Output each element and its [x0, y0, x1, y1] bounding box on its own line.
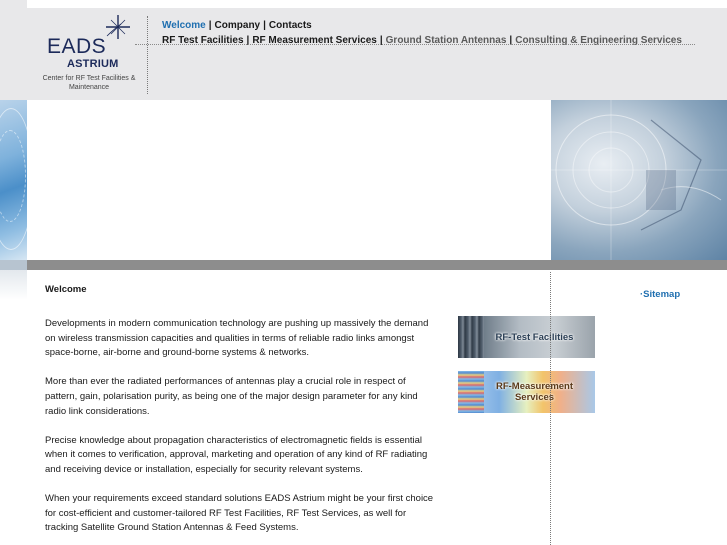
- nav-row-secondary: [162, 33, 722, 48]
- banner-graphic-icon: [551, 100, 727, 260]
- logo-astrium-text: ASTRIUM: [67, 58, 119, 70]
- rf-measurement-services-button[interactable]: [458, 371, 595, 413]
- rf-test-facilities-label: RF-Test Facilities: [495, 331, 574, 343]
- left-decorative-strip: [0, 100, 27, 260]
- paragraph-requirements: When your requirements exceed standard solutions EADS Astrium might be your first choice for cost-efficient and customer-tailored RF Test Facilities, RF Test Services, as well for tracking Satellite Ground Station Antennas & Feed Systems.: [45, 493, 434, 534]
- rf-measurement-services-label: RF-Measurement Services: [495, 381, 574, 403]
- nav-link-consulting-engineering[interactable]: Consulting & Engineering Services: [515, 35, 682, 46]
- logo-divider: [147, 16, 148, 94]
- left-under-fade: [0, 270, 27, 300]
- nav-separator: |: [379, 35, 383, 46]
- nav-separator: |: [263, 20, 266, 31]
- gray-separator-bar: [0, 260, 727, 270]
- sidebar-dotted-divider: [550, 272, 551, 545]
- logo-eads-text: EADS: [47, 35, 107, 58]
- paragraph-antennas: More than ever the radiated performances of antennas play a crucial role in respect of pattern, gain, polarisation purity, as being one of the major design parameter for any kind radio link considerations.: [45, 376, 418, 417]
- page-title: Welcome: [45, 284, 87, 295]
- sitemap-link[interactable]: Sitemap: [643, 289, 681, 300]
- header: [27, 8, 727, 100]
- nav-separator: |: [509, 35, 513, 46]
- nav-link-ground-station-antennas[interactable]: Ground Station Antennas: [385, 35, 507, 46]
- banner: [27, 100, 727, 260]
- logo-caption: Center for RF Test Facilities & Maintenance: [42, 75, 136, 91]
- nav-link-welcome[interactable]: Welcome: [162, 20, 206, 31]
- logo[interactable]: [27, 8, 151, 100]
- nav-link-contacts[interactable]: Contacts: [268, 20, 312, 31]
- paragraph-intro: Developments in modern communication technology are pushing up massively the demand on wireless transmission capacities and qualities in terms of reliable radio links amongst space-borne, air-borne and ground-borne systems & networks.: [45, 318, 429, 359]
- sitemap-bullet: ·: [640, 289, 644, 300]
- nav-dotted-rule: [135, 44, 695, 45]
- star-icon: [105, 14, 131, 40]
- left-rail: [0, 0, 27, 100]
- nav-separator: |: [208, 20, 212, 31]
- nav-row-primary: [162, 18, 722, 33]
- nav-separator: |: [246, 35, 250, 46]
- header-top-rule: [27, 0, 727, 8]
- banner-image: [551, 100, 727, 260]
- nav-link-rf-test-facilities[interactable]: RF Test Facilities: [162, 35, 244, 46]
- gray-separator-bar-left: [0, 260, 27, 270]
- rf-test-facilities-button[interactable]: [458, 316, 595, 358]
- paragraph-propagation: Precise knowledge about propagation characteristics of electromagnetic fields is essential when it comes to verification, approval, marketing and operation of any kind of RF radiating and receiving device or installation, especially for security relevant systems.: [45, 434, 428, 475]
- sitemap: [640, 289, 680, 300]
- nav-link-company[interactable]: Company: [214, 20, 261, 31]
- main-content: [45, 284, 435, 545]
- nav-link-rf-measurement-services[interactable]: RF Measurement Services: [252, 35, 377, 46]
